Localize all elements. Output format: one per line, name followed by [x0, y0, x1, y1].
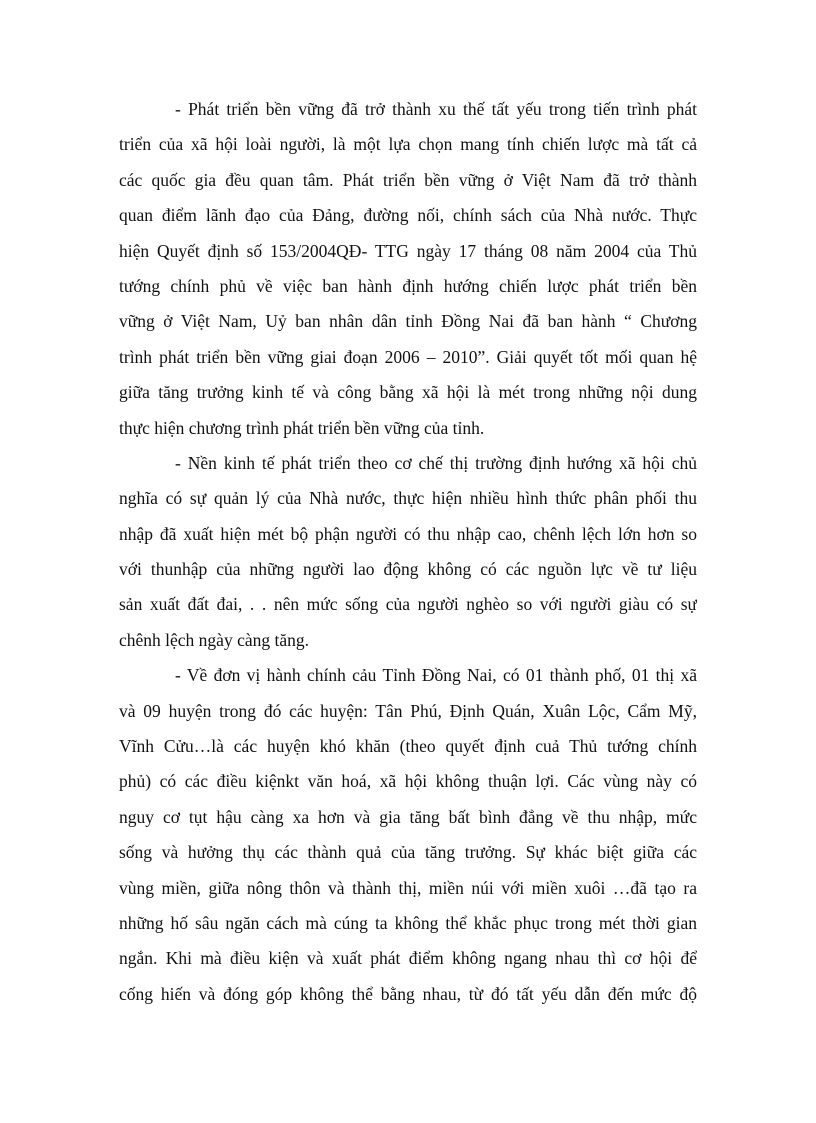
text-line: cống hiến và đóng góp không thể bằng nhau, từ đó tất yếu dẫn đến mức độ: [119, 983, 697, 1004]
text-line: triển của xã hội loài người, là một lựa chọn mang tính chiến lược mà tất cả: [119, 134, 697, 155]
document-page: [119, 92, 697, 1012]
text-line: nguy cơ tụt hậu càng xa hơn và gia tăng bất bình đẳng về thu nhập, mức: [119, 806, 697, 827]
text-line: những hố sâu ngăn cách mà cúng ta không thể khắc phục trong mét thời gian: [119, 912, 697, 933]
text-line: vùng miền, giữa nông thôn và thành thị, miền núi với miền xuôi …đã tạo ra: [119, 877, 697, 898]
text-line: ngắn. Khi mà điều kiện và xuất phát điểm không ngang nhau thì cơ hội để: [119, 948, 697, 969]
text-line: nghĩa có sự quản lý của Nhà nước, thực hiện nhiều hình thức phân phối thu: [119, 488, 697, 509]
text-line: thực hiện chương trình phát triển bền vững của tỉnh.: [119, 417, 485, 438]
text-line: chênh lệch ngày càng tăng.: [119, 629, 309, 650]
text-line: các quốc gia đều quan tâm. Phát triển bền vững ở Việt Nam đã trở thành: [119, 169, 697, 190]
paragraph-market-economy: [119, 446, 697, 658]
text-line: phủ) có các điều kiệnkt văn hoá, xã hội không thuận lợi. Các vùng này có: [119, 771, 697, 792]
text-line: sản xuất đất đai, . . nên mức sống của người nghèo so với người giàu có sự: [119, 594, 697, 615]
text-line: hiện Quyết định số 153/2004QĐ- TTG ngày 17 tháng 08 năm 2004 của Thủ: [119, 240, 697, 261]
text-line: sống và hưởng thụ các thành quả của tăng trưởng. Sự khác biệt giữa các: [119, 842, 697, 863]
text-line: - Phát triển bền vững đã trở thành xu thế tất yếu trong tiến trình phát: [175, 99, 697, 119]
text-line: tướng chính phủ về việc ban hành định hướng chiến lược phát triển bền: [119, 275, 697, 296]
text-line: và 09 huyện trong đó các huyện: Tân Phú, Định Quán, Xuân Lộc, Cẩm Mỹ,: [119, 700, 697, 721]
text-line: giữa tăng trưởng kinh tế và công bằng xã hội là mét trong những nội dung: [119, 382, 697, 403]
text-line: - Về đơn vị hành chính cảu Tỉnh Đồng Nai, có 01 thành phố, 01 thị xã: [175, 665, 697, 686]
text-line: với thunhập của những người lao động không có các nguồn lực về tư liệu: [119, 559, 697, 580]
text-line: - Nền kinh tế phát triển theo cơ chế thị trường định hướng xã hội chủ: [175, 452, 697, 473]
paragraph-administrative-units: [119, 658, 697, 1012]
text-line: nhập đã xuất hiện mét bộ phận người có thu nhập cao, chênh lệch lớn hơn so: [119, 523, 697, 544]
text-line: Vĩnh Cửu…là các huyện khó khăn (theo quyết định cuả Thủ tướng chính: [119, 736, 697, 757]
text-line: trình phát triển bền vững giai đoạn 2006 – 2010”. Giải quyết tốt mối quan hệ: [119, 346, 697, 367]
text-line: quan điểm lãnh đạo của Đảng, đường nối, chính sách của Nhà nước. Thực: [119, 205, 697, 226]
paragraph-sustainable-development: [119, 92, 697, 446]
text-line: vững ở Việt Nam, Uỷ ban nhân dân tỉnh Đồng Nai đã ban hành “ Chương: [119, 311, 697, 332]
